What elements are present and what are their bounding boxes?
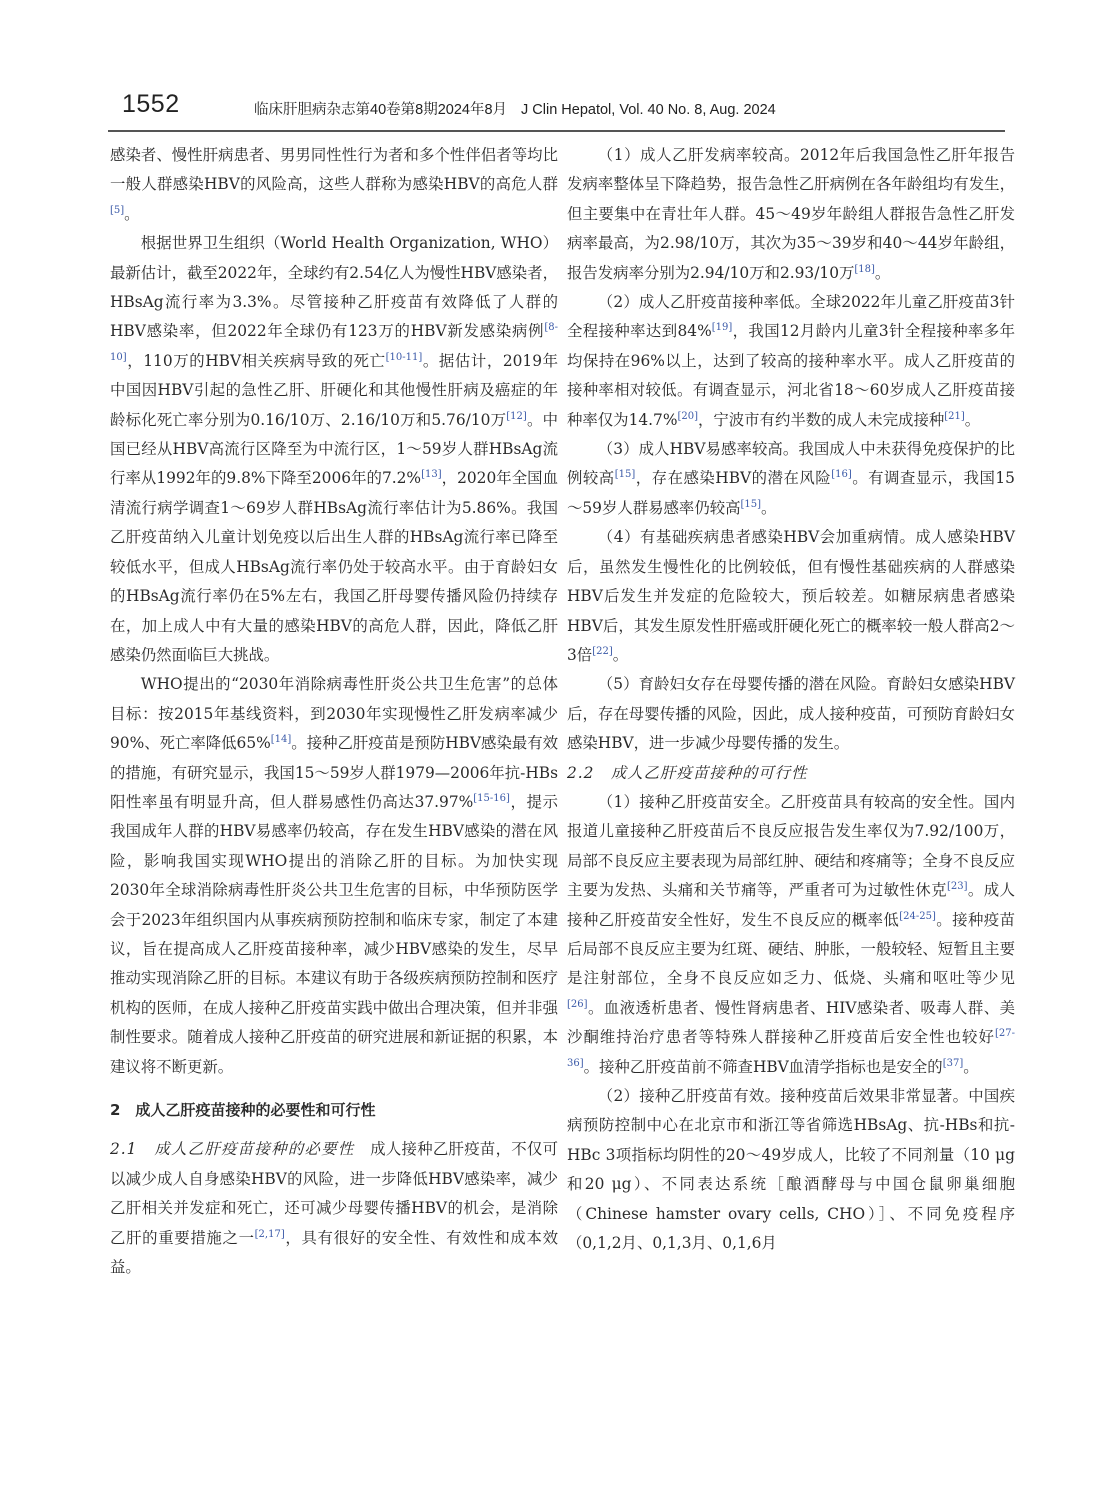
citation-link[interactable]: [20] bbox=[677, 410, 698, 422]
text-run: 。接种疫苗后局部不良反应主要为红斑、硬结、肿胀，一般较轻、短暂且主要是注射部位，全身不良反应如乏力、低烧、头痛和呕吐等少见 bbox=[567, 910, 1015, 988]
paragraph bbox=[567, 788, 1015, 1082]
citation-link[interactable]: [37] bbox=[942, 1057, 964, 1069]
citation-link[interactable]: [15-16] bbox=[473, 792, 510, 804]
text-run: 。接种乙肝疫苗是预防HBV感染最有效的措施，有研究显示，我国15～59岁人群1979—2006年抗-HBs阳性率虽有明显升高，但人群易感性仍高达37.97% bbox=[110, 734, 559, 811]
text-run: 。 bbox=[964, 410, 981, 429]
paragraph bbox=[567, 670, 1015, 758]
text-run: （4）有基础疾病患者感染HBV会加重病情。成人感染HBV后，虽然发生慢性化的比例较低，但有慢性基础疾病的人群感染HBV后发生并发症的危险较大，预后较差。如糖尿病患者感染HBV后，其发生原发性肝癌或肝硬化死亡的概率较一般人群高2～3倍 bbox=[567, 528, 1015, 664]
text-run: 。 bbox=[761, 498, 777, 517]
text-run: 。有调查显示，我国15～59岁人群易感率仍较高 bbox=[567, 469, 1015, 517]
text-run: WHO提出的“2030年消除病毒性肝炎公共卫生危害”的总体目标：按2015年基线资料，到2030年实现慢性乙肝发病率减少90%、死亡率降低65% bbox=[110, 675, 558, 753]
text-run: 成人接种乙肝疫苗，不仅可以减少成人自身感染HBV的风险，进一步降低HBV感染率，减少乙肝相关并发症和死亡，还可减少母婴传播HBV的机会，是消除乙肝的重要措施之一 bbox=[110, 1140, 558, 1247]
citation-link[interactable]: [8-10] bbox=[110, 322, 558, 363]
text-run: ，110万的HBV相关疾病导致的死亡 bbox=[126, 351, 386, 370]
journal-title-en: J Clin Hepatol, Vol. 40 No. 8, Aug. 2024 bbox=[521, 102, 776, 118]
citation-link[interactable]: [18] bbox=[854, 263, 875, 275]
citation-link[interactable]: [13] bbox=[421, 469, 442, 481]
paragraph bbox=[567, 435, 1015, 523]
text-run: 。成人接种乙肝疫苗安全性好，发生不良反应的概率低 bbox=[567, 881, 1015, 929]
text-run: 。 bbox=[963, 1057, 979, 1076]
text-run: 。 bbox=[612, 645, 629, 664]
text-run: 感染者、慢性肝病患者、男男同性性行为者和多个性伴侣者等均比一般人群感染HBV的风险高，这些人群称为感染HBV的高危人群 bbox=[110, 146, 558, 194]
paragraph bbox=[567, 1082, 1015, 1258]
citation-link[interactable]: [26] bbox=[567, 998, 588, 1010]
paragraph bbox=[567, 523, 1015, 670]
text-run: ，具有很好的安全性、有效性和成本效益。 bbox=[110, 1228, 558, 1277]
text-run: （2）成人乙肝疫苗接种率低。全球2022年儿童乙肝疫苗3针全程接种率达到84% bbox=[567, 293, 1015, 341]
running-header bbox=[108, 88, 1005, 126]
text-run: （1）接种乙肝疫苗安全。乙肝疫苗具有较高的安全性。国内报道儿童接种乙肝疫苗后不良反应报告发生率仅为7.92/100万，局部不良反应主要表现为局部红肿、硬结和疼痛等；全身不良反应主要为发热、头痛和关节痛等，严重者可为过敏性休克 bbox=[567, 792, 1015, 900]
citation-link[interactable]: [22] bbox=[592, 645, 613, 657]
text-run: 。血液透析患者、慢性肾病患者、HIV感染者、吸毒人群、美沙酮维持治疗患者等特殊人群接种乙肝疫苗后安全性也较好 bbox=[567, 998, 1015, 1047]
journal-title-cn: 临床肝胆病杂志第40卷第8期2024年8月 bbox=[254, 102, 508, 118]
text-run: （1）成人乙肝发病率较高。2012年后我国急性乙肝年报告发病率整体呈下降趋势，报告急性乙肝病例在各年龄组均有发生，但主要集中在青壮年人群。45～49岁年龄组人群报告急性乙肝发病率最高，为2.98/10万，其次为35～39岁和40～44岁年龄组，报告发病率分别为2.94/10万和2.93/10万 bbox=[567, 146, 1015, 282]
citation-link[interactable]: [19] bbox=[711, 322, 733, 334]
section-heading: 2 成人乙肝疫苗接种的必要性和可行性 bbox=[110, 1101, 376, 1119]
journal-citation bbox=[254, 98, 776, 119]
text-run: ，宁波市有约半数的成人未完成接种 bbox=[698, 410, 945, 429]
citation-link[interactable]: [2,17] bbox=[254, 1228, 285, 1240]
text-run: 。据估计，2019年中国因HBV引起的急性乙肝、肝硬化和其他慢性肝病及癌症的年龄标化死亡率分别为0.16/10万、2.16/10万和5.76/10万 bbox=[110, 351, 558, 429]
text-run: 。 bbox=[874, 263, 891, 282]
citation-link[interactable]: [12] bbox=[506, 410, 527, 422]
right-column bbox=[567, 141, 1015, 1258]
citation-link[interactable]: [14] bbox=[270, 734, 292, 746]
text-run: 。 bbox=[124, 204, 140, 223]
text-run: 根据世界卫生组织（World Health Organization, WHO）最新估计，截至2022年，全球约有2.54亿人为慢性HBV感染者，HBsAg流行率为3.3%。尽管接种乙肝疫苗有效降低了人群的HBV感染率，但2022年全球仍有123万的HBV新发感染病例 bbox=[110, 234, 558, 341]
citation-link[interactable]: [10-11] bbox=[385, 351, 423, 363]
paragraph bbox=[110, 229, 558, 670]
text-run: （2）接种乙肝疫苗有效。接种疫苗后效果非常显著。中国疾病预防控制中心在北京市和浙江等省筛选HBsAg、抗-HBs和抗-HBc 3项指标均阴性的20～49岁成人，比较了不同剂量（10 μg和20 μg）、不同表达系统［酿酒酵母与中国仓鼠卵巢细胞（Chinese hamster ovary cells, CHO）］、不同免疫程序（0,1,2月、0,1,3月、0,1,6月 bbox=[567, 1087, 1015, 1253]
citation-link[interactable]: [24-25] bbox=[899, 910, 936, 922]
left-column bbox=[110, 141, 558, 1282]
citation-link[interactable]: [16] bbox=[831, 469, 852, 481]
subsection-heading: 2.2 成人乙肝疫苗接种的可行性 bbox=[567, 763, 808, 782]
paragraph bbox=[110, 1135, 558, 1282]
paragraph bbox=[110, 670, 558, 1082]
text-run: ，2020年全国血清流行病学调查1～69岁人群HBsAg流行率估计为5.86%。我国乙肝疫苗纳入儿童计划免疫以后出生人群的HBsAg流行率已降至较低水平，但成人HBsAg流行率仍处于较高水平。由于育龄妇女的HBsAg流行率仍在5%左右，我国乙肝母婴传播风险仍持续存在，加上成人中有大量的感染HBV的高危人群，因此，降低乙肝感染仍然面临巨大挑战。 bbox=[110, 469, 558, 664]
citation-link[interactable]: [5] bbox=[110, 204, 125, 216]
paragraph bbox=[567, 141, 1015, 288]
citation-link[interactable]: [27-36] bbox=[567, 1028, 1015, 1069]
citation-link[interactable]: [23] bbox=[946, 881, 968, 893]
paragraph-body bbox=[110, 1140, 558, 1276]
text-run: 。接种乙肝疫苗前不筛查HBV血清学指标也是安全的 bbox=[583, 1057, 943, 1076]
citation-link[interactable]: [21] bbox=[944, 410, 965, 422]
text-run: ，我国12月龄内儿童3针全程接种率多年均保持在96%以上，达到了较高的接种率水平。成人乙肝疫苗的接种率相对较低。有调查显示，河北省18～60岁成人乙肝疫苗接种率仅为14.7% bbox=[567, 322, 1015, 429]
text-run: ，存在感染HBV的潜在风险 bbox=[635, 469, 832, 488]
text-run: 。中国已经从HBV高流行区降至为中流行区，1～59岁人群HBsAg流行率从1992年的9.8%下降至2006年的7.2% bbox=[110, 410, 558, 488]
page-number: 1552 bbox=[122, 90, 180, 118]
subsection-heading: 2.1 成人乙肝疫苗接种的必要性 bbox=[110, 1140, 355, 1159]
text-run: （3）成人HBV易感率较高。我国成人中未获得免疫保护的比例较高 bbox=[567, 440, 1015, 488]
text-run: ，提示我国成年人群的HBV易感率仍较高，存在发生HBV感染的潜在风险，影响我国实现WHO提出的消除乙肝的目标。为加快实现2030年全球消除病毒性肝炎公共卫生危害的目标，中华预防医学会于2023年组织国内从事疾病预防控制和临床专家，制定了本建议，旨在提高成人乙肝疫苗接种率，减少HBV感染的发生，尽早推动实现消除乙肝的目标。本建议有助于各级疾病预防控制和医疗机构的医师，在成人接种乙肝疫苗实践中做出合理决策，但并非强制性要求。随着成人接种乙肝疫苗的研究进展和新证据的积累，本建议将不断更新。 bbox=[110, 792, 558, 1076]
paragraph bbox=[567, 288, 1015, 435]
header-rule bbox=[108, 130, 1005, 132]
citation-link[interactable]: [15] bbox=[614, 469, 636, 481]
text-run: （5）育龄妇女存在母婴传播的潜在风险。育龄妇女感染HBV后，存在母婴传播的风险，因此，成人接种疫苗，可预防育龄妇女感染HBV，进一步减少母婴传播的发生。 bbox=[567, 675, 1015, 753]
paragraph bbox=[110, 141, 558, 229]
citation-link[interactable]: [15] bbox=[740, 498, 762, 510]
